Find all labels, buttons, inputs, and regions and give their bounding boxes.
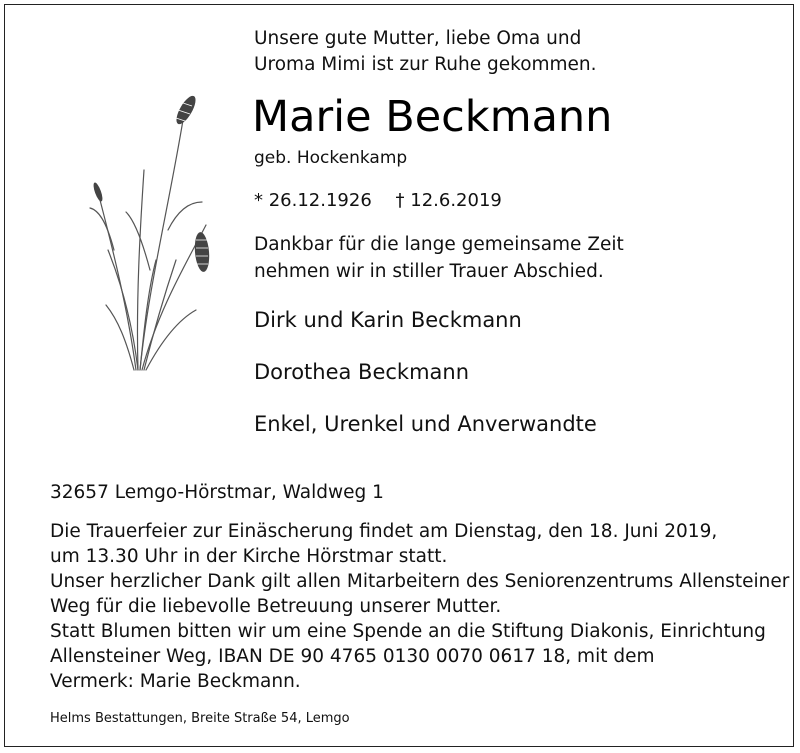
deceased-name: Marie Beckmann (252, 92, 613, 142)
wheat-illustration (78, 80, 228, 380)
intro-line: Unsere gute Mutter, liebe Oma und (254, 28, 582, 49)
mourner-name: Dorothea Beckmann (254, 360, 470, 384)
born-name: geb. Hockenkamp (254, 148, 408, 168)
service-line: um 13.30 Uhr in der Kirche Hörstmar statt. (50, 546, 448, 567)
intro-line: Uroma Mimi ist zur Ruhe gekommen. (254, 54, 597, 75)
mourner-name: Enkel, Urenkel und Anverwandte (254, 412, 597, 436)
death-date: † 12.6.2019 (395, 190, 502, 211)
service-line: Vermerk: Marie Beckmann. (50, 671, 301, 692)
life-dates (254, 190, 502, 211)
thanks-line: Dankbar für die lange gemeinsame Zeit (254, 234, 624, 255)
service-line: Weg für die liebevolle Betreuung unserer Mutter. (50, 596, 502, 617)
intro-text (254, 26, 597, 78)
thanks-line: nehmen wir in stiller Trauer Abschied. (254, 261, 604, 282)
mourner-name: Dirk und Karin Beckmann (254, 308, 522, 332)
birth-date: * 26.12.1926 (254, 190, 372, 211)
service-line: Statt Blumen bitten wir um eine Spende an die Stiftung Diakonis, Einrichtung (50, 621, 766, 642)
service-line: Die Trauerfeier zur Einäscherung findet am Dienstag, den 18. Juni 2019, (50, 521, 718, 542)
family-address: 32657 Lemgo-Hörstmar, Waldweg 1 (50, 482, 384, 503)
service-line: Allensteiner Weg, IBAN DE 90 4765 0130 0070 0617 18, mit dem (50, 646, 655, 667)
thanks-text (254, 231, 624, 285)
service-line: Unser herzlicher Dank gilt allen Mitarbeitern des Seniorenzentrums Allensteiner (50, 571, 790, 592)
service-information (50, 519, 789, 694)
undertaker-info: Helms Bestattungen, Breite Straße 54, Lemgo (50, 711, 350, 726)
